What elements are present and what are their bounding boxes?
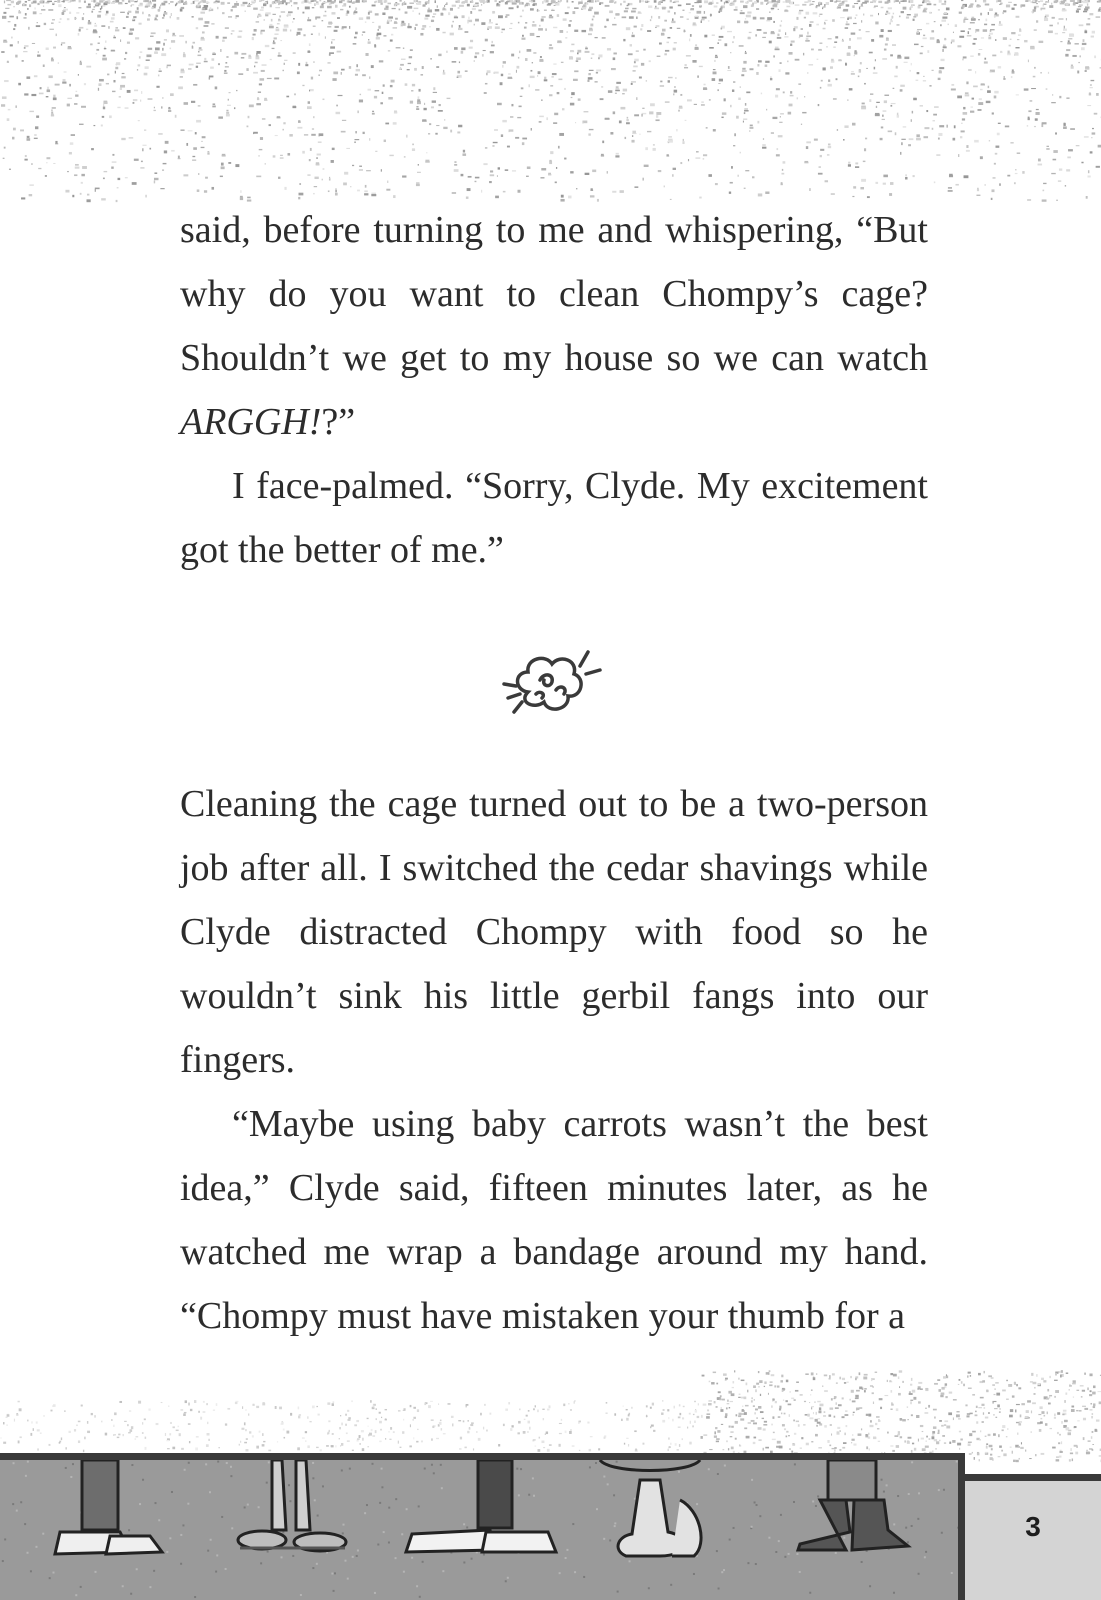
paragraph-3: Cleaning the cage turned out to be a two-person job after all. I switched the cedar shavings while Clyde distracted Chompy with food so he wouldn’t sink his little gerbil fangs into our fingers. (180, 783, 928, 1081)
page-number: 3 (1025, 1511, 1041, 1542)
feet-pair-1 (55, 1460, 162, 1554)
feet-pair-5 (798, 1460, 908, 1550)
character-feet-illustration (0, 1460, 958, 1600)
paragraph-2: I face-palmed. “Sorry, Clyde. My excitement got the better of me.” (180, 465, 928, 571)
paragraph-4: “Maybe using baby carrots wasn’t the best idea,” Clyde said, fifteen minutes later, as he watched me wrap a bandage around my hand. “Chompy must have mistaken your thumb for a (180, 1103, 928, 1337)
paragraph-1: said, before turning to me and whispering, “But why do you want to clean Chompy’s cage? Shouldn’t we get to my house so we can watch ARGGH!?” (180, 209, 928, 443)
dust-cloud-icon (490, 640, 620, 730)
show-title: ARGGH! (180, 401, 322, 443)
body-text (180, 198, 928, 1348)
footer-illustration-strip (0, 1453, 965, 1600)
feet-pair-2 (238, 1460, 346, 1551)
feet-pair-3 (406, 1460, 556, 1552)
feet-pair-4 (600, 1460, 701, 1556)
page-number-box (965, 1474, 1101, 1600)
